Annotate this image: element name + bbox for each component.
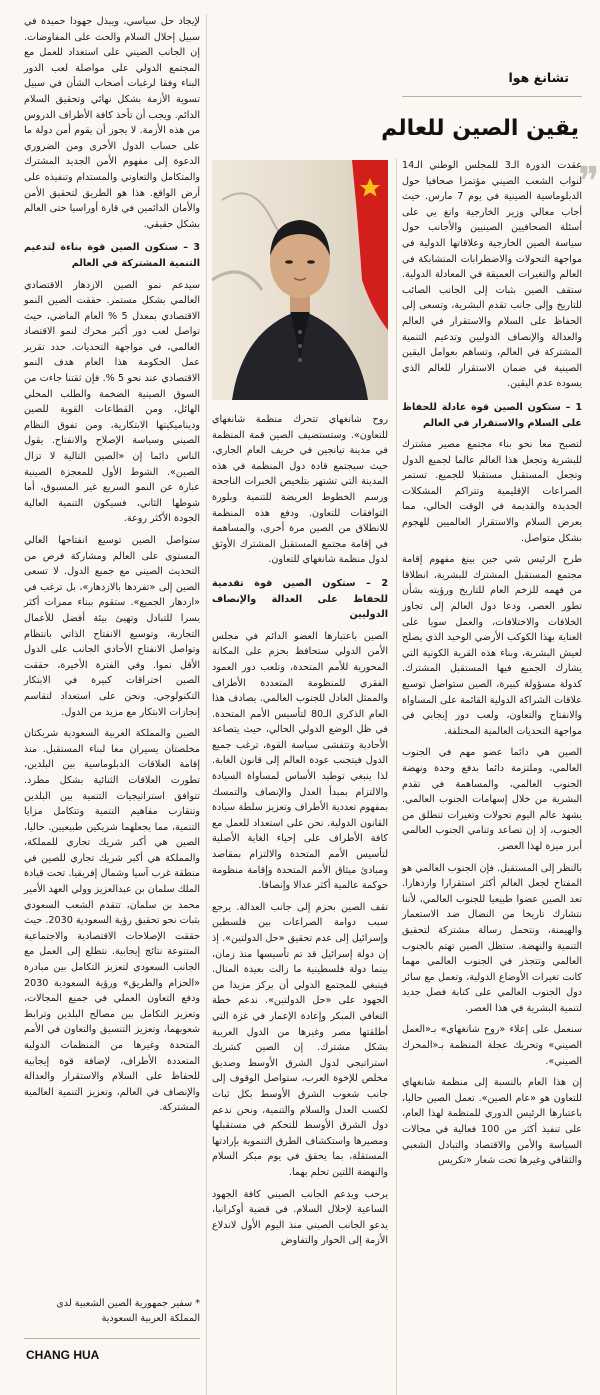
- quote-mark-icon: ❞: [578, 159, 600, 205]
- paragraph: يرحب ويدعم الجانب الصيني كافة الجهود الساعية لإحلال السلام. في قضية أوكرانيا، يدعو الجانب الصيني منذ اليوم الأول لاندلاع الأزمة إلى الحوار والتفاوض: [212, 1188, 388, 1247]
- paragraph: لإيجاد حل سياسي، ويبذل جهودا حميدة في سبيل إحلال السلام والحث على المفاوضات. إن الجانب الصيني على استعداد للعمل مع المجتمع الدولي على مواصلة لعب الدور البناء وفقا لرغبات أصحاب الشأن في سبيل تسوية الأزمة بشكل نهائي وتحقيق السلام الدائم. ويجب أن تأخذ كافة الأطراف الدروس من هذه الأزمة. لا يجوز أن يقوم أمن دولة ما على حساب الدول الأخرى ومن الضروري الدعوة إلى مفهوم الأمن الجديد المشترك والمتكامل والتعاوني والمستدام وتنفيذه على أرض الواقع. هذا هو الطريق لتحقيق الأمن والأمان الدائمين في قارة أوراسيا حتى العالم بشكل حقيقي.: [24, 16, 200, 230]
- paragraph: الصين باعتبارها العضو الدائم في مجلس الأمن الدولي ستحافظ بحزم على المكانة المحورية للأمم المتحدة، وتلعب دور العمود الفقري للمنظومة المتعددة الأطراف والممثل العادل للجنوب العالمي. يصادف هذا العام الذكرى الـ80 لتأسيس الأمم المتحدة. في ظل الوضع الدولي الحالي، حيث يتصاعد الأحادية وتتفشى سياسة القوة، ترغب جميع الدول فيتجنب عودة العالم إلى قانون الغابة. لذا ينبغي توطيد الأساس لمساواة السيادة والالتزام بمبدأ العدل والإنصاف والتمسك بمفهوم تعددية الأطراف وتعزيز سلطة سيادة القانون الدولية. نحن على استعداد للعمل مع كافة الأطراف على إحياء الغاية الأصلية لتأسيس الأمم المتحدة والالتزام بمقاصد ومبادئ ميثاق الأمم المتحدة وإقامة منظومة حوكمة عالمية أكثر عدالا وإنصافا.: [212, 630, 388, 892]
- header-rule: [402, 96, 582, 97]
- section-label: تشانغ هوا: [508, 70, 569, 85]
- paragraph: سنعمل على إعلاء «روح شانغهاي» بـ«العمل الصيني» وتحريك عجلة المنظمة بـ«المحرك الصيني».: [402, 1024, 582, 1067]
- paragraph: بالنظر إلى المستقبل. فإن الجنوب العالمي هو المفتاح لجعل العالم أكثر استقرارا وازدهارا. تعد الصين عضوا طبيعيا للجنوب العالمي، لأننا نتشارك تاريخا من النضال ضد الاستعمار والهيمنة، ونتحمل رسالة مشتركة لتحقيق التنمية والنهضة. ستظل الصين تهتم بالجنوب العالمي وتتجذر في الجنوب العالمي مهما كانت تغيرات الأوضاع الدولية، وتعمل مع سائر دول الجنوب العالمي على كتابة فصل جديد لتنمية البشرية في هذا العصر.: [402, 862, 582, 1014]
- paragraph: سيدعم نمو الصين الازدهار الاقتصادي العالمي بشكل مستمر. حققت الصين النمو الاقتصادي بمعدل 5 % العام الماضي، حيث تواصل لعب دور أكبر محرك لنمو الاقتصاد العالمي، في مواجهة التحديات. حدد تقرير عمل الحكومة هذا العام هدف النمو الاقتصادي عند نحو 5 %. فإن ثقتنا جاءت من السوق الصينية الضخمة والطلب المحلي الهائل، ومن القطاعات القوية للصين وديناميكيتها الابتكارية، ومن تفوق النظام الصيني وسياسة الإصلاح والانفتاح. يقول الناس دائما إن «الصين التالية لا تزال الصين». الشوط الأول للمعجزة الصينية عبارة عن النمو السريع غير المسبوق، أما شوطها الثاني، فسيكون التنمية العالية الجودة الأكثر روعة.: [24, 279, 201, 525]
- paragraph: روح شانغهاي تتحرك منظمة شانغهاي للتعاون». وستستضيف الصين قمة المنظمة في مدينة تيانجين في خريف العام الجاري، حيث سيجتمع قادة دول المنظمة في هذه المدينة التي تشتهر بتلخيص الخبرات الناجحة ورسم الخطوط العريضة للتنمية وبلورة التوافقات للتعاون. ودفع هذه المنظمة للانطلاق من الصين مرة أخرى، والمساهمة في إقامة مجتمع المستقبل المشترك الأوثق لدول منظمة شانغهاي للتعاون.: [212, 414, 388, 566]
- column-divider: [206, 14, 207, 1395]
- article-column-middle: [212, 412, 388, 1395]
- subheading: 2 – ستكون الصين قوة تقدمية للحفاظ على العدالة والإنصاف الدوليين: [212, 577, 388, 621]
- article-column-left: [24, 14, 200, 1290]
- byline-rule: [24, 1338, 200, 1339]
- subheading: 1 – ستكون الصين قوة عادلة للحفاظ على السلام والاستقرار في العالم: [402, 401, 582, 429]
- article-title: يقين الصين للعالم: [381, 116, 579, 141]
- author-footnote: * سفير جمهورية الصين الشعبية لدى المملكة العربية السعودية: [56, 1298, 200, 1324]
- paragraph: الصين والمملكة العربية السعودية شريكتان مخلصتان يسيران معا لبناء المستقبل. منذ إقامة العلاقات الدبلوماسية بين البلدين، تطورت العلاقات الثنائية بشكل مطرد. تتوافق استراتيجيات التنمية بين البلدين وتتقارب مفاهيم التنمية وتتكامل مزايا التنمية، مما يجعلهما شريكين طبيعيين. حاليا، الصين هي أكبر شريك تجاري للمملكة، والمملكة هي أكبر شريك تجاري للصين في منطقة غرب آسيا وشمال إفريقيا. تحت قيادة الملك سلمان بن عبدالعزيز وولي العهد الأمير محمد بن سلمان، تتقدم الشعب السعودي بثبات نحو تحقيق رؤية السعودية 2030. حيث حققت الإصلاحات الاقتصادية والاجتماعية المتنوعة نتائج إيجابية. نتطلع إلى العمل مع الجانب السعودي لتعزيز التكامل بين مبادرة «الحزام والطريق» ورؤية السعودية 2030 ودفع التعاون العملي في جميع المجالات، وتعزيز التكامل بين مصالح البلدين وترابط شعوبهما، وتعزيز التنسيق والتعاون في الأمم المتحدة وغيرها من المنظمات الدولية المتعددة الأطراف، لإضافة قوة إيجابية للحفاظ على السلام والاستقرار والعدالة والإنصاف في العالم، وتعزيز التنمية العالمية المشتركة.: [24, 728, 200, 1114]
- paragraph: ستواصل الصين توسيع انفتاحها العالي المستوى على العالم ومشاركة فرص من التحديث الصيني مع جميع الدول. لا تسعى الصين إلى «تفردها بالازدهار»، بل ترغب في «ازدهار الجميع». ستقوم ببناء ممرات أكثر يسرا للتبادل وتهيئ بيئة أفضل للأعمال التجارية، وتوسيع الانفتاح الذاتي بانتظام وتواصل الانفتاح الأحادي الجانب على الدول الأقل نموا. وفي الفترة الأخيرة، حققت الصين اختراقات كبيرة في الابتكار التكنولوجي. ونحن على استعداد لتقاسم إنجازات الابتكار مع مزيد من الدول.: [24, 535, 200, 718]
- column-divider: [396, 158, 397, 1395]
- paragraph: إن هذا العام بالنسبة إلى منظمة شانغهاي للتعاون هو «عام الصين». تعمل الصين حاليا، باعتبارها الرئيس الدوري للمنظمة لهذا العام، على تنفيذ أكثر من 100 فعالية في مجالات السياسة والأمن والاقتصاد والتبادل الشعبي والثقافي وغيرها تحت شعار «تكريس: [402, 1077, 583, 1167]
- paragraph: طرح الرئيس شي جين بينغ مفهوم إقامة مجتمع المستقبل المشترك للبشرية، انطلاقا من فهمه للزخم العام للتاريخ ورؤيته بشأن تطور العصر، ودعا دول العالم إلى تجاوز الخلافات والاختلافات، والعمل سويا على العناية بهذا الكوكب الأرضي الوحيد الذي يصلح لعيش البشرية، وبناء هذه القرية الكونية التي يشارك الجميع فيها المستقبل المشترك. كدولة مسؤولة كبيرة، الصين ستواصل توسيع علاقات الشراكة الدولية القائمة على المساواة والانفتاح والتعاون، ولعب دور إيجابي في مواجهة التحديات العالمية المختلفة.: [402, 554, 582, 737]
- paragraph: عقدت الدورة الـ3 للمجلس الوطني الـ14 لنواب الشعب الصيني مؤتمرا صحافيا حول الدبلوماسية الصينية في يوم 7 مارس. حيث أجاب معالي وزير الخارجية وانغ يي على أسئلة الصحافيين الصينيين والأجانب حول سياسة الصين الخارجية وعلاقاتها الدولية في مواجهة التحولات والاضطرابات المتشابكة في العالم والتغيرات العميقة في المعادلة الدولية. ستقف الصين بثبات إلى الجانب الصائب للتاريخ وإلى جانب تقدم البشرية، وتسعى إلى الحفاظ على السلام والاستقرار في العالم والعدالة والإنصاف الدوليين وتدعيم التنمية المشتركة في العالم، وتساهم بعوامل اليقين الصينية في ضمان الاستقرار للعالم الذي يسوده عدم اليقين.: [402, 160, 582, 390]
- paragraph: لتصبح معا نحو بناء مجتمع مصير مشترك للبشرية وتجعل هذا العالم عالما لجميع الدول وتجعل المستقبل مستقبلا للجميع. تستمر الصراعات الإقليمية وتتراكم المشكلات الجديدة والقديمة في الوقت الحالي، مما يعرض السلام والاستقرار العالميين للهجوم بشكل متواصل.: [402, 439, 582, 544]
- article-column-right: [402, 158, 582, 1395]
- subheading: 3 – ستكون الصين قوة بناءة لتدعيم التنمية المشتركة في العالم: [24, 242, 200, 269]
- paragraph: تقف الصين بحزم إلى جانب العدالة. يرجع سبب دوامة الصراعات بين فلسطين وإسرائيل إلى عدم تحقيق «حل الدولتين». إذ إن دولة إسرائيل قد تم تأسيسها منذ زمان، بينما دولة فلسطينية ما زالت بعيدة المنال. فينبغي للمجتمع الدولي أن يركز مزيدا من الجهود على «حل الدولتين». ندعم خطة التعافي المبكر وإعادة الإعمار في غزة التي أطلقتها مصر وغيرها من الدول العربية بشكل مشترك. إن الصين كشريك استراتيجي لدول الشرق الأوسط وصديق مخلص للإخوة العرب، ستواصل الوقوف إلى جانب شعوب الشرق الأوسط بكل ثبات لكسب العدل والسلام والتنمية، ونحن ندعم دول الشرق الأوسط للتحكم في مستقبلها ومصيرها واستكشاف الطرق التنموية بإرادتها المستقلة، بما يحقق في يوم مبكر السلام والنهضة اللتين تحلم بهما.: [212, 901, 388, 1178]
- paragraph: الصين هي دائما عضو مهم في الجنوب العالمي، وملتزمة دائما بدفع وحدة ونهضة الجنوب العالمي، والمساهمة في تقدم البشرية من خلال إسهامات الجنوب العالمي. يشهد عالم اليوم تحولات وتغيرات تنطلق من الجنوب، إذ إن تصاعد وتنامي الجنوب العالمي أبرز ميزة لهذا العصر.: [402, 747, 582, 852]
- portrait-photo: [212, 160, 388, 400]
- byline: CHANG HUA: [26, 1348, 100, 1362]
- portrait-photo-icon: [212, 160, 388, 400]
